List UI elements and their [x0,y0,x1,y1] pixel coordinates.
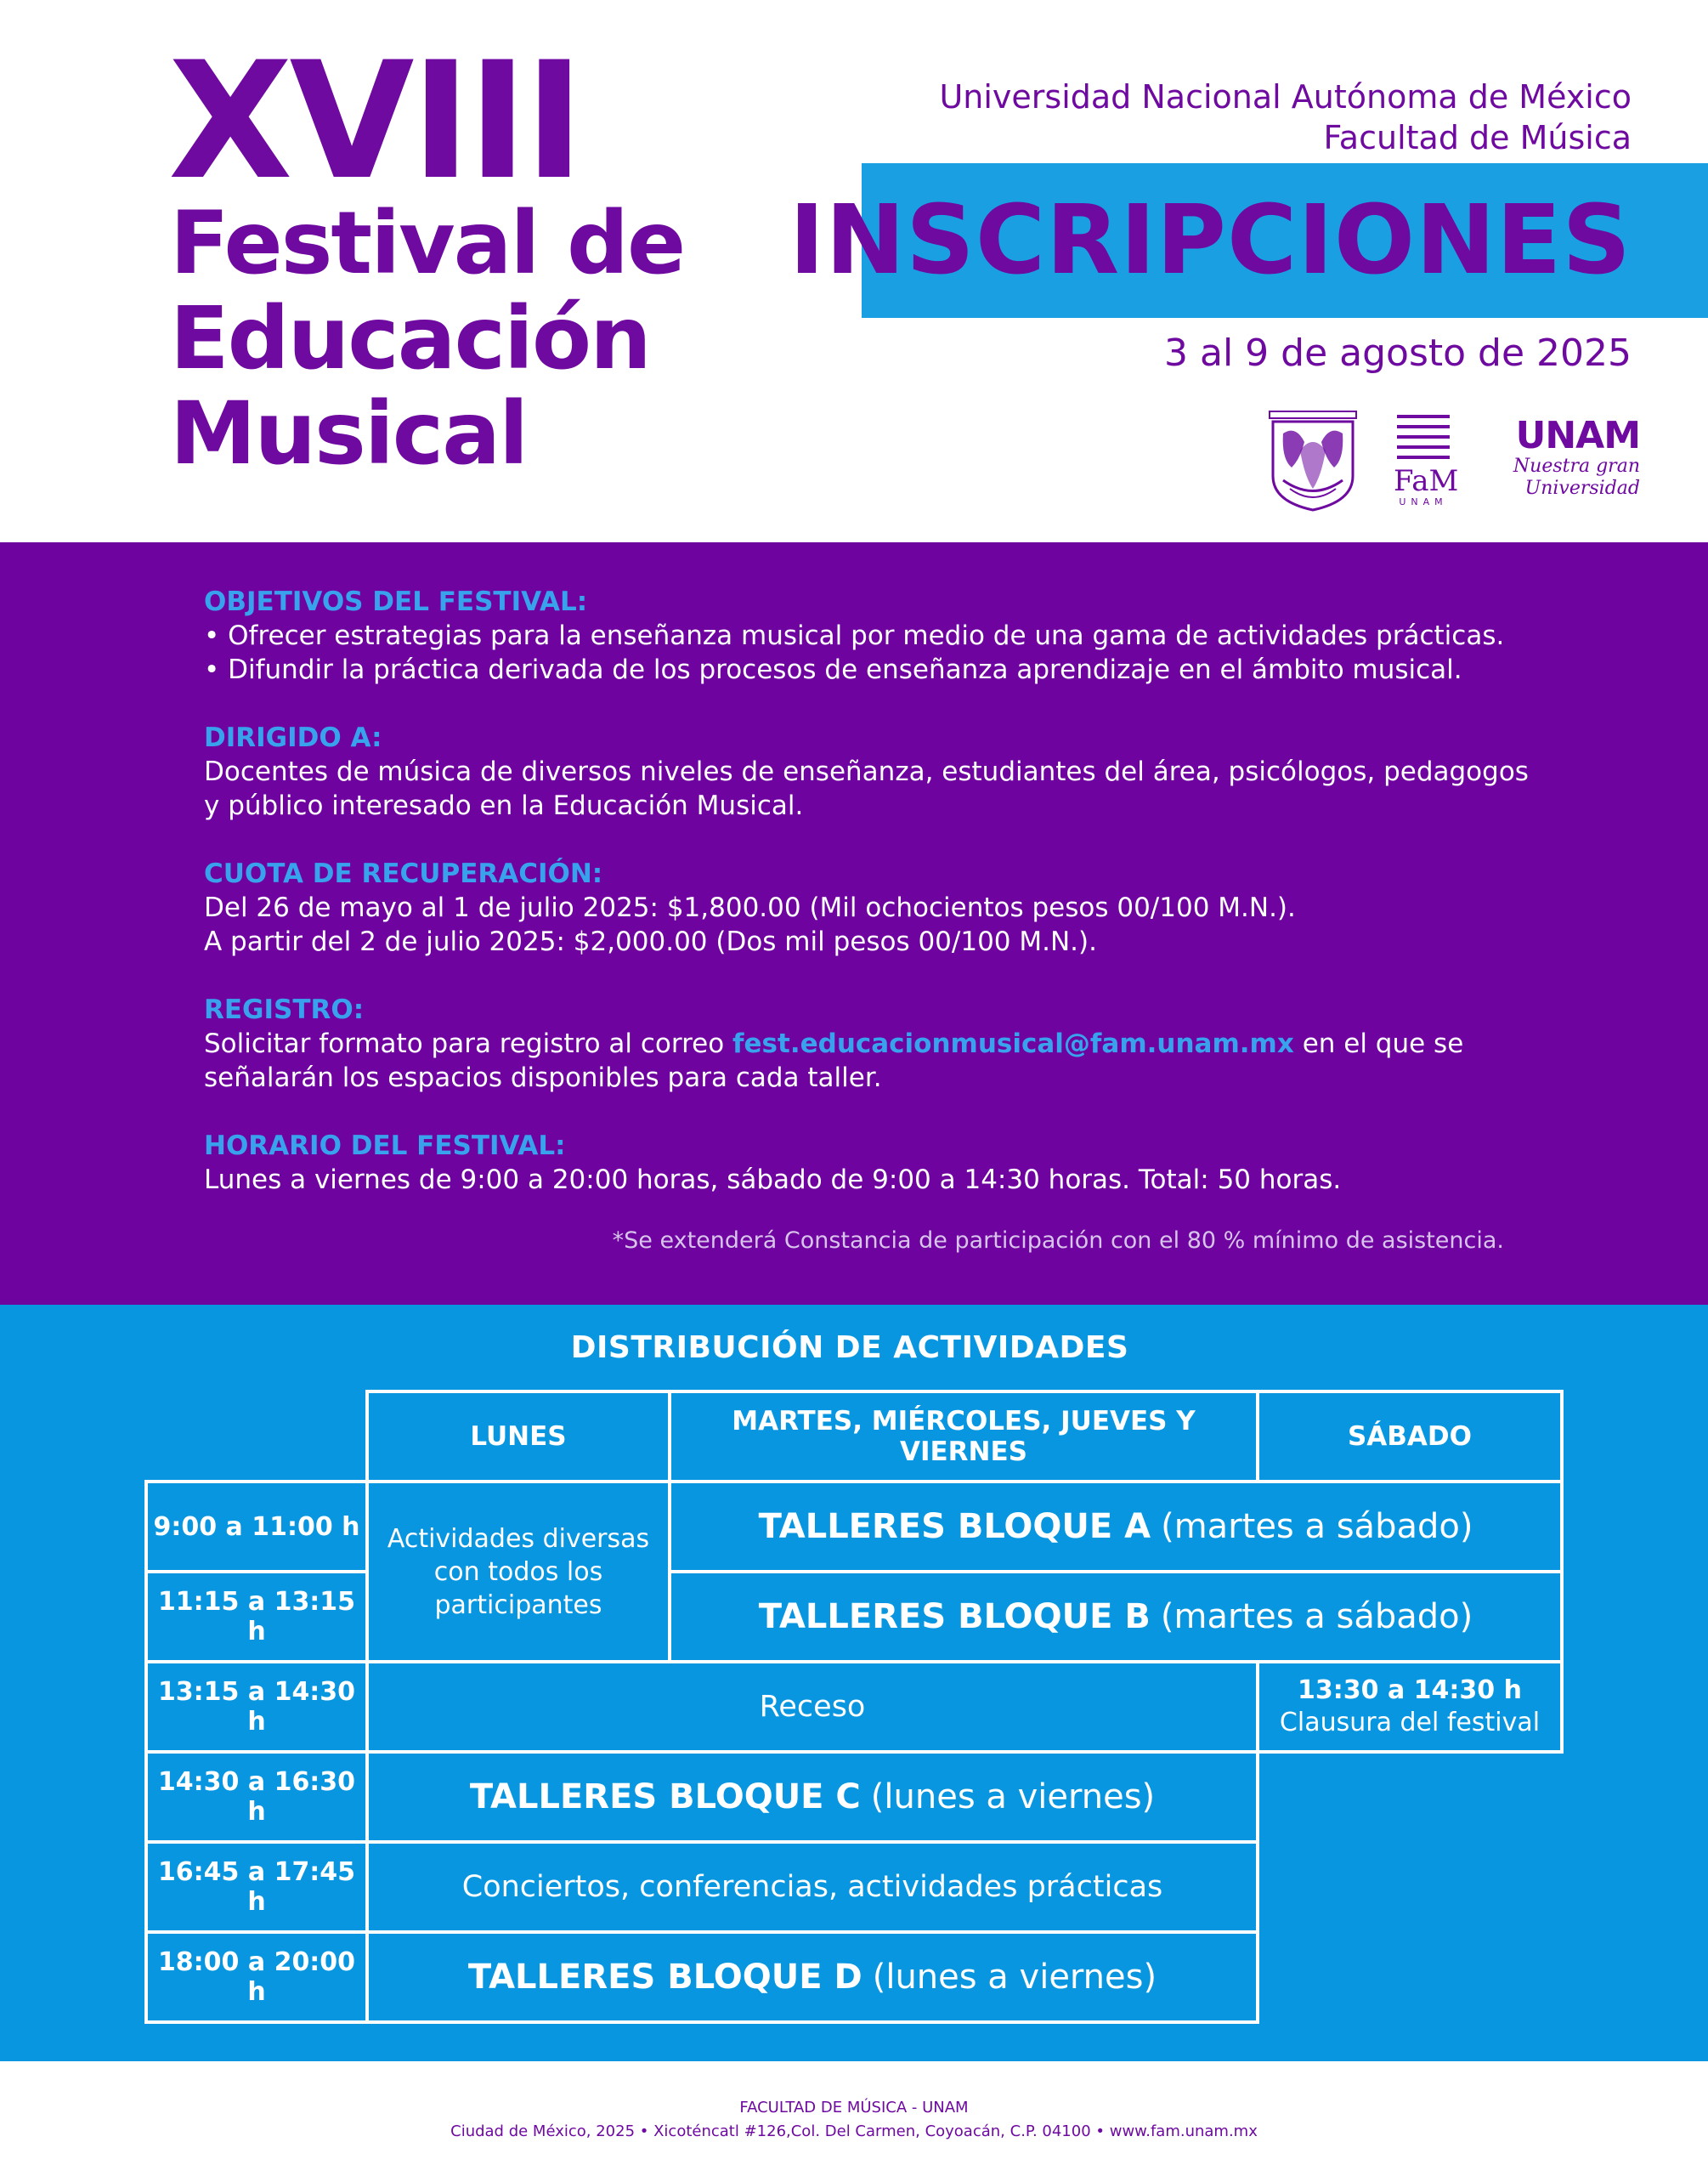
header-martes-viernes: MARTES, MIÉRCOLES, JUEVES Y VIERNES [668,1390,1259,1483]
unam-slogan-line-2: Universidad [1524,478,1640,499]
inscripciones-banner [789,163,1708,318]
bloque-d-days: (lunes a viernes) [872,1958,1157,1997]
inscripciones-label: INSCRIPCIONES [789,185,1632,296]
header-lunes: LUNES [365,1390,671,1483]
time-slot-5: 16:45 a 17:45 h [144,1840,369,1934]
university-name: Universidad Nacional Autónoma de México [939,78,1632,116]
edition-number: XVIII [168,27,581,215]
objetivos-item-2: • Difundir la práctica derivada de los procesos de enseñanza aprendizaje en el ámbito musical. [204,654,1462,685]
dirigido-line-1: Docentes de música de diversos niveles de enseñanza, estudiantes del área, psicólogos, pedagogos [204,756,1529,787]
clausura-text: Clausura del festival [1279,1708,1541,1737]
header [0,0,1708,542]
clausura-time: 13:30 a 14:30 h [1298,1675,1522,1705]
registro-text-pre: Solicitar formato para registro al correo [204,1028,733,1059]
bloque-d-label: TALLERES BLOQUE D [467,1958,862,1997]
footer [0,2061,1708,2176]
receso: Receso [365,1660,1259,1754]
bloque-b-days: (martes a sábado) [1160,1597,1473,1636]
lunes-line-3: participantes [434,1590,602,1620]
time-slot-6: 18:00 a 20:00 h [144,1930,369,2024]
fam-logo [1394,411,1459,513]
unam-slogan-logo [1494,416,1640,510]
info-section [0,542,1708,1305]
cuota-title: CUOTA DE RECUPERACIÓN: [204,858,603,889]
faculty-name: Facultad de Música [1323,119,1632,156]
clausura-festival [1256,1660,1564,1754]
cuota-line-1: Del 26 de mayo al 1 de julio 2025: $1,800.00 (Mil ochocientos pesos 00/100 M.N.). [204,892,1296,923]
talleres-bloque-b [668,1570,1564,1663]
registro-title: REGISTRO: [204,994,365,1025]
bloque-b-label: TALLERES BLOQUE B [758,1597,1151,1636]
registro-text-post: en el que se [1293,1028,1464,1059]
unam-escudo-icon [1266,408,1360,513]
cuota-line-2: A partir del 2 de julio 2025: $2,000.00 (Dos mil pesos 00/100 M.N.). [204,926,1097,957]
dirigido-line-2: y público interesado en la Educación Musical. [204,790,804,821]
objetivos-item-1: • Ofrecer estrategias para la enseñanza musical por medio de una gama de actividades prácticas. [204,620,1505,651]
bloque-c-days: (lunes a viernes) [870,1777,1156,1816]
institution-block [939,76,1632,158]
lunes-line-2: con todos los [433,1556,603,1587]
bloque-c-label: TALLERES BLOQUE C [469,1777,861,1816]
header-sabado: SÁBADO [1256,1390,1564,1483]
footer-line-2: Ciudad de México, 2025 • Xicoténcatl #126,Col. Del Carmen, Coyoacán, C.P. 04100 • www.fam.unam.mx [450,2122,1258,2140]
conciertos-conferencias: Conciertos, conferencias, actividades prácticas [365,1840,1259,1934]
time-slot-3: 13:15 a 14:30 h [144,1660,369,1754]
talleres-bloque-a [668,1480,1564,1573]
time-slot-1: 9:00 a 11:00 h [144,1480,369,1573]
festival-title-line-3: Musical [170,383,528,484]
festival-dates: 3 al 9 de agosto de 2025 [1164,332,1632,375]
logo-strip [1266,408,1640,518]
talleres-bloque-c [365,1750,1259,1844]
schedule-title: DISTRIBUCIÓN DE ACTIVIDADES [570,1330,1129,1365]
dirigido-title: DIRIGIDO A: [204,722,382,753]
constancia-note: *Se extenderá Constancia de participación con el 80 % mínimo de asistencia. [612,1227,1504,1254]
fam-logo-sub: UNAM [1399,496,1448,507]
festival-title-line-1: Festival de [170,193,685,294]
festival-title-line-2: Educación [170,288,650,389]
objetivos-title: OBJETIVOS DEL FESTIVAL: [204,586,588,617]
unam-slogan-line-1: Nuestra gran [1513,456,1640,477]
lunes-line-1: Actividades diversas [387,1523,650,1554]
time-slot-4: 14:30 a 16:30 h [144,1750,369,1844]
fam-logo-text: FaM [1394,464,1459,498]
talleres-bloque-d [365,1930,1259,2024]
time-slot-2: 11:15 a 13:15 h [144,1570,369,1663]
bloque-a-label: TALLERES BLOQUE A [758,1507,1151,1546]
unam-logo-text: UNAM [1515,414,1640,457]
horario-title: HORARIO DEL FESTIVAL: [204,1130,566,1161]
footer-line-1: FACULTAD DE MÚSICA - UNAM [739,2099,969,2116]
lunes-actividades-diversas [365,1480,671,1663]
schedule-section [0,1305,1708,2061]
horario-text: Lunes a viernes de 9:00 a 20:00 horas, sábado de 9:00 a 14:30 horas. Total: 50 horas. [204,1164,1342,1195]
registro-line-2: señalarán los espacios disponibles para cada taller. [204,1062,882,1093]
registro-line-1 [204,1027,1463,1061]
fam-lines-icon [1394,411,1453,462]
bloque-a-days: (martes a sábado) [1161,1507,1473,1546]
registro-email-link[interactable]: fest.educacionmusical@fam.unam.mx [732,1028,1294,1059]
